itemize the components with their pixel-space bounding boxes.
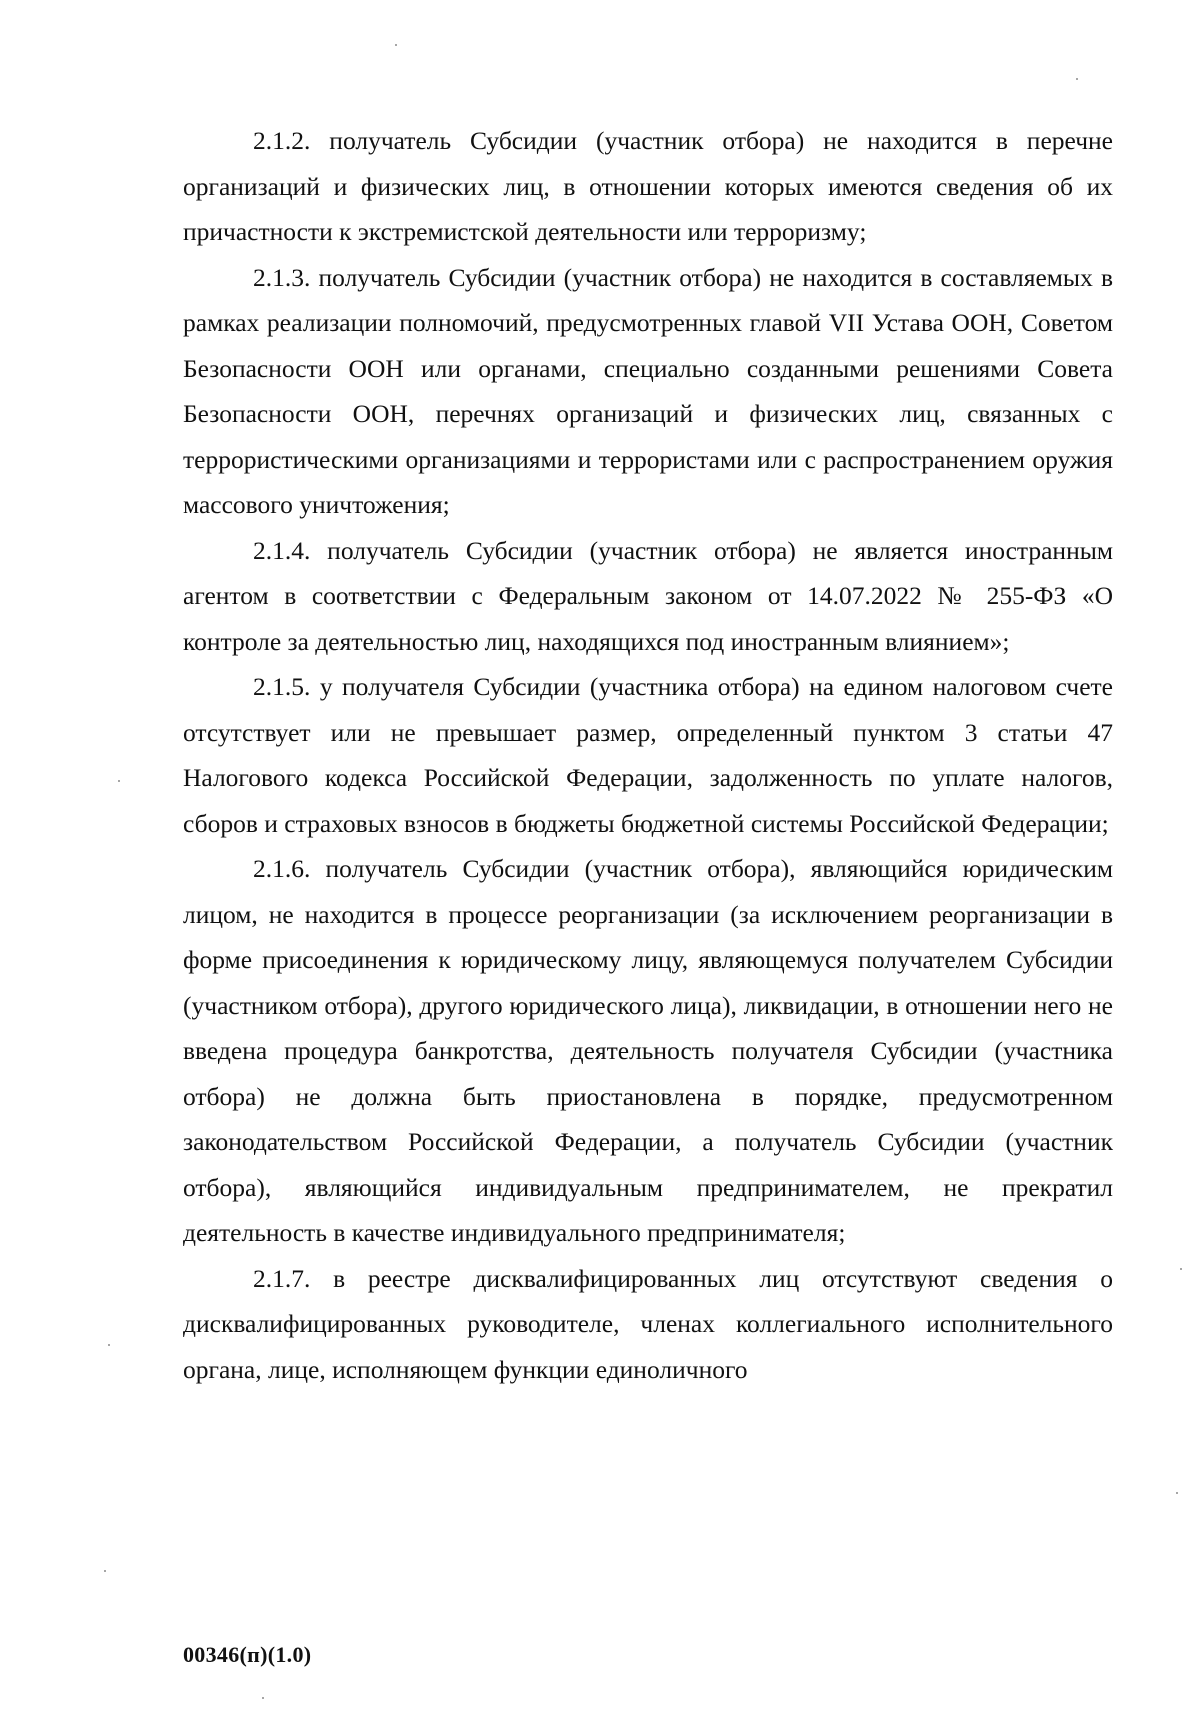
- document-code: 00346(п)(1.0): [183, 1642, 312, 1667]
- scan-speck: [108, 1344, 110, 1346]
- scan-speck: [104, 1570, 106, 1572]
- paragraph-2-1-3: 2.1.3. получатель Субсидии (участник отбора) не находится в составляемых в рамках реализации полномочий, предусмотренных главой VII Устава ООН, Советом Безопасности ООН или органами, специально созданными решениями Совета Безопасности ООН, перечнях организаций и физических лиц, связанных с террористическими организациями и террористами или с распространением оружия массового уничтожения;: [183, 262, 1113, 519]
- paragraph-2-1-2: 2.1.2. получатель Субсидии (участник отбора) не находится в перечне организаций и физических лиц, в отношении которых имеются сведения об их причастности к экстремистской деятельности или терроризму;: [183, 126, 1113, 246]
- scan-speck: [118, 780, 120, 782]
- scan-speck: [1180, 1268, 1182, 1270]
- scan-speck: [262, 1697, 264, 1699]
- paragraph-2-1-7: 2.1.7. в реестре дисквалифицированных лиц отсутствуют сведения о дисквалифицированных руководителе, членах коллегиального исполнительного органа, лице, исполняющем функции единоличного: [183, 1263, 1113, 1384]
- paragraph-2-1-4: 2.1.4. получатель Субсидии (участник отбора) не является иностранным агентом в соответствии с Федеральным законом от 14.07.2022 № 255-ФЗ «О контроле за деятельностью лиц, находящихся под иностранным влиянием»;: [183, 535, 1113, 656]
- paragraph-2-1-6: 2.1.6. получатель Субсидии (участник отбора), являющийся юридическим лицом, не находится в процессе реорганизации (за исключением реорганизации в форме присоединения к юридическому лицу, являющемуся получателем Субсидии (участником отбора), другого юридического лица), ликвидации, в отношении него не введена процедура банкротства, деятельность получателя Субсидии (участника отбора) не должна быть приостановлена в порядке, предусмотренном законодательством Российской Федерации, а получатель Субсидии (участник отбора), являющийся индивидуальным предпринимателем, не прекратил деятельность в качестве индивидуального предпринимателя;: [183, 854, 1113, 1247]
- scan-speck: [1076, 78, 1078, 80]
- scan-speck: [1176, 1492, 1178, 1494]
- document-body: [183, 118, 1113, 1392]
- paragraph-2-1-5: 2.1.5. у получателя Субсидии (участника отбора) на едином налоговом счете отсутствует или не превышает размер, определенный пунктом 3 статьи 47 Налогового кодекса Российской Федерации, задолженность по уплате налогов, сборов и страховых взносов в бюджеты бюджетной системы Российской Федерации;: [183, 672, 1113, 838]
- scan-speck: [395, 44, 397, 46]
